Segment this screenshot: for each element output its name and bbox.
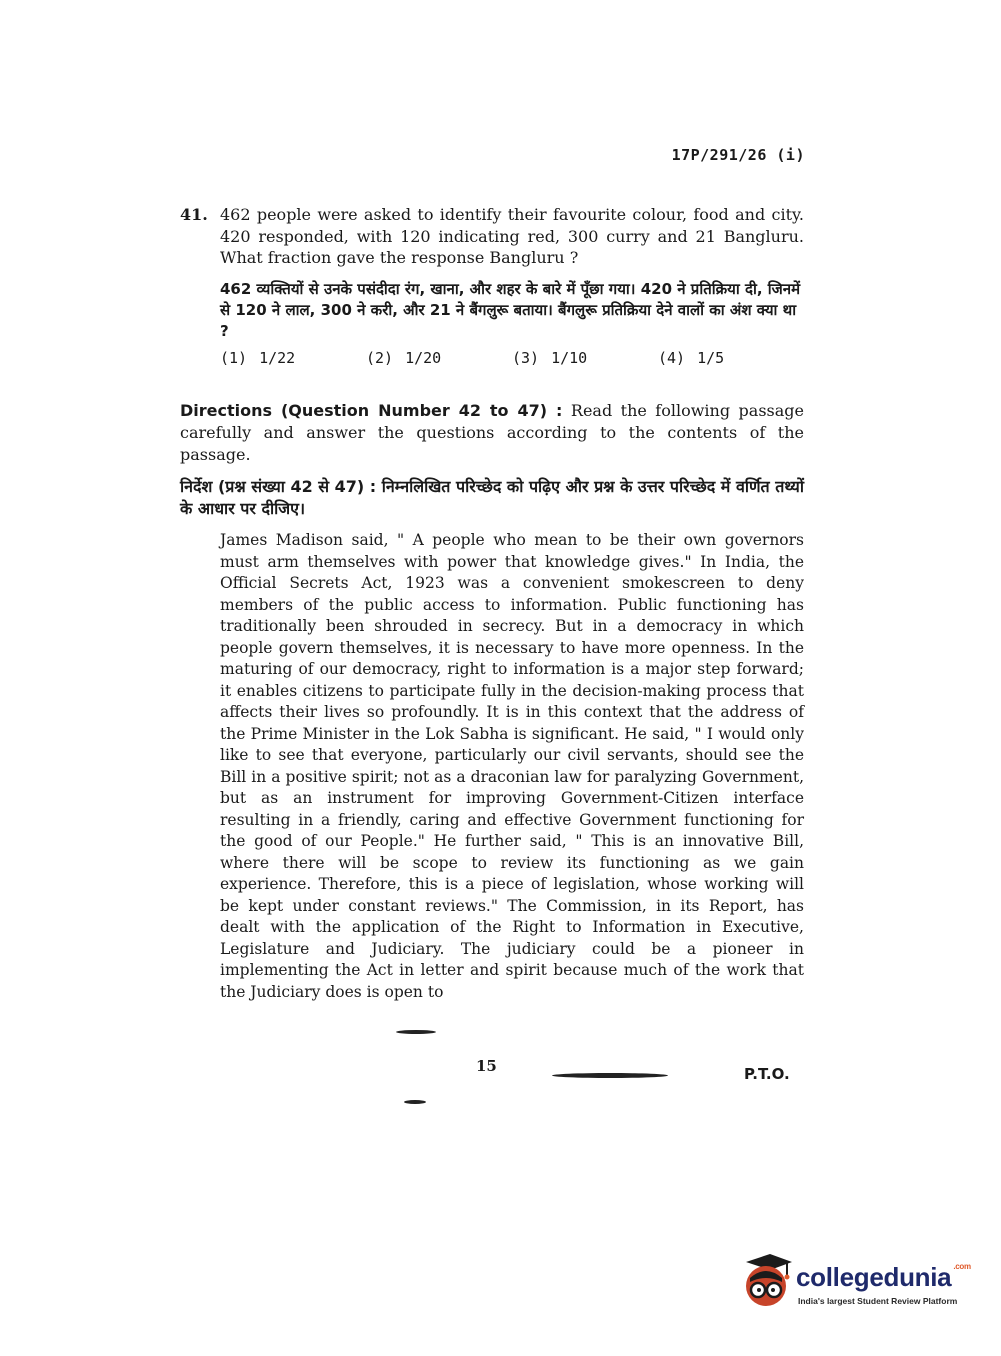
directions-text: Read the following passage carefully and answer the questions according to the contents of the passage.: [180, 401, 804, 464]
question-text-hindi: 462 व्यक्तियों से उनके पसंदीदा रंग, खाना, और शहर के बारे में पूँछा गया। 420 ने प्रतिक्रिया दी, जिनमें से 120 ने लाल, 300 ने करी, और 21 ने बैंगलुरू बताया। बैंगलुरू प्रतिक्रिया देने वालों का अंश क्या था ?: [220, 279, 801, 340]
paper-code: 17P/291/26 (i): [671, 146, 805, 164]
brand-tagline: India's largest Student Review Platform: [798, 1296, 958, 1306]
question-text-english: 462 people were asked to identify their favourite colour, food and city. 420 responded, with 120 indicating red, 300 curry and 21 Bangluru. What fraction gave the response Bangluru ?: [220, 205, 804, 267]
question-41: [180, 204, 804, 369]
brand-name: collegedunia $^{.com}$: [796, 1262, 971, 1292]
ink-smudge: [404, 1100, 426, 1104]
directions-hindi: निर्देश (प्रश्न संख्या 42 से 47) : निम्नलिखित परिच्छेद को पढ़िए और प्रश्न के उत्तर परिच्छेद में वर्णित तथ्यों के आधार पर दीजिए।: [180, 477, 804, 518]
option-3: (3) 1/10: [512, 348, 588, 367]
ink-smudge: [552, 1073, 668, 1078]
option-2: (2) 1/20: [366, 348, 442, 367]
page-number: 15: [476, 1057, 497, 1075]
option-4: (4) 1/5: [658, 348, 725, 367]
ink-smudge: [396, 1030, 436, 1034]
question-number: 41.: [180, 205, 208, 224]
option-1: (1) 1/22: [220, 348, 296, 367]
mascot-icon: [742, 1252, 794, 1310]
directions-english: [180, 400, 804, 466]
directions-label: Directions (Question Number 42 to 47) :: [180, 401, 563, 420]
pto-label: P.T.O.: [744, 1065, 790, 1083]
answer-options: [220, 348, 804, 370]
reading-passage: James Madison said, " A people who mean to be their own governors must arm themselves with power that knowledge gives." In India, the Official Secrets Act, 1923 was a convenient smokescreen to deny members of the public access to information. Public functioning has traditionally been shrouded in secrecy. But in a democracy in which people govern themselves, it is necessary to have more openness. In the maturing of our democracy, right to information is a major step forward; it enables citizens to participate fully in the decision-making process that affects their lives so profoundly. It is in this context that the address of the Prime Minister in the Lok Sabha is significant. He said, " I would only like to see that everyone, particularly our civil servants, should see the Bill in a positive spirit; not as a draconian law for paralyzing Government, but as an instrument for improving Government-Citizen interface resulting in a friendly, caring and effective Government functioning for the good of our People." He further said, " This is an innovative Bill, where there will be scope to review its functioning as we gain experience. Therefore, this is a piece of legislation, whose working will be kept under constant reviews." The Commission, in its Report, has dealt with the application of the Right to Information in Executive, Legislature and Judiciary. The judiciary could be a pioneer in implementing the Act in letter and spirit because much of the work that the Judiciary does is open to: [220, 531, 804, 1001]
collegedunia-logo: [742, 1252, 971, 1314]
